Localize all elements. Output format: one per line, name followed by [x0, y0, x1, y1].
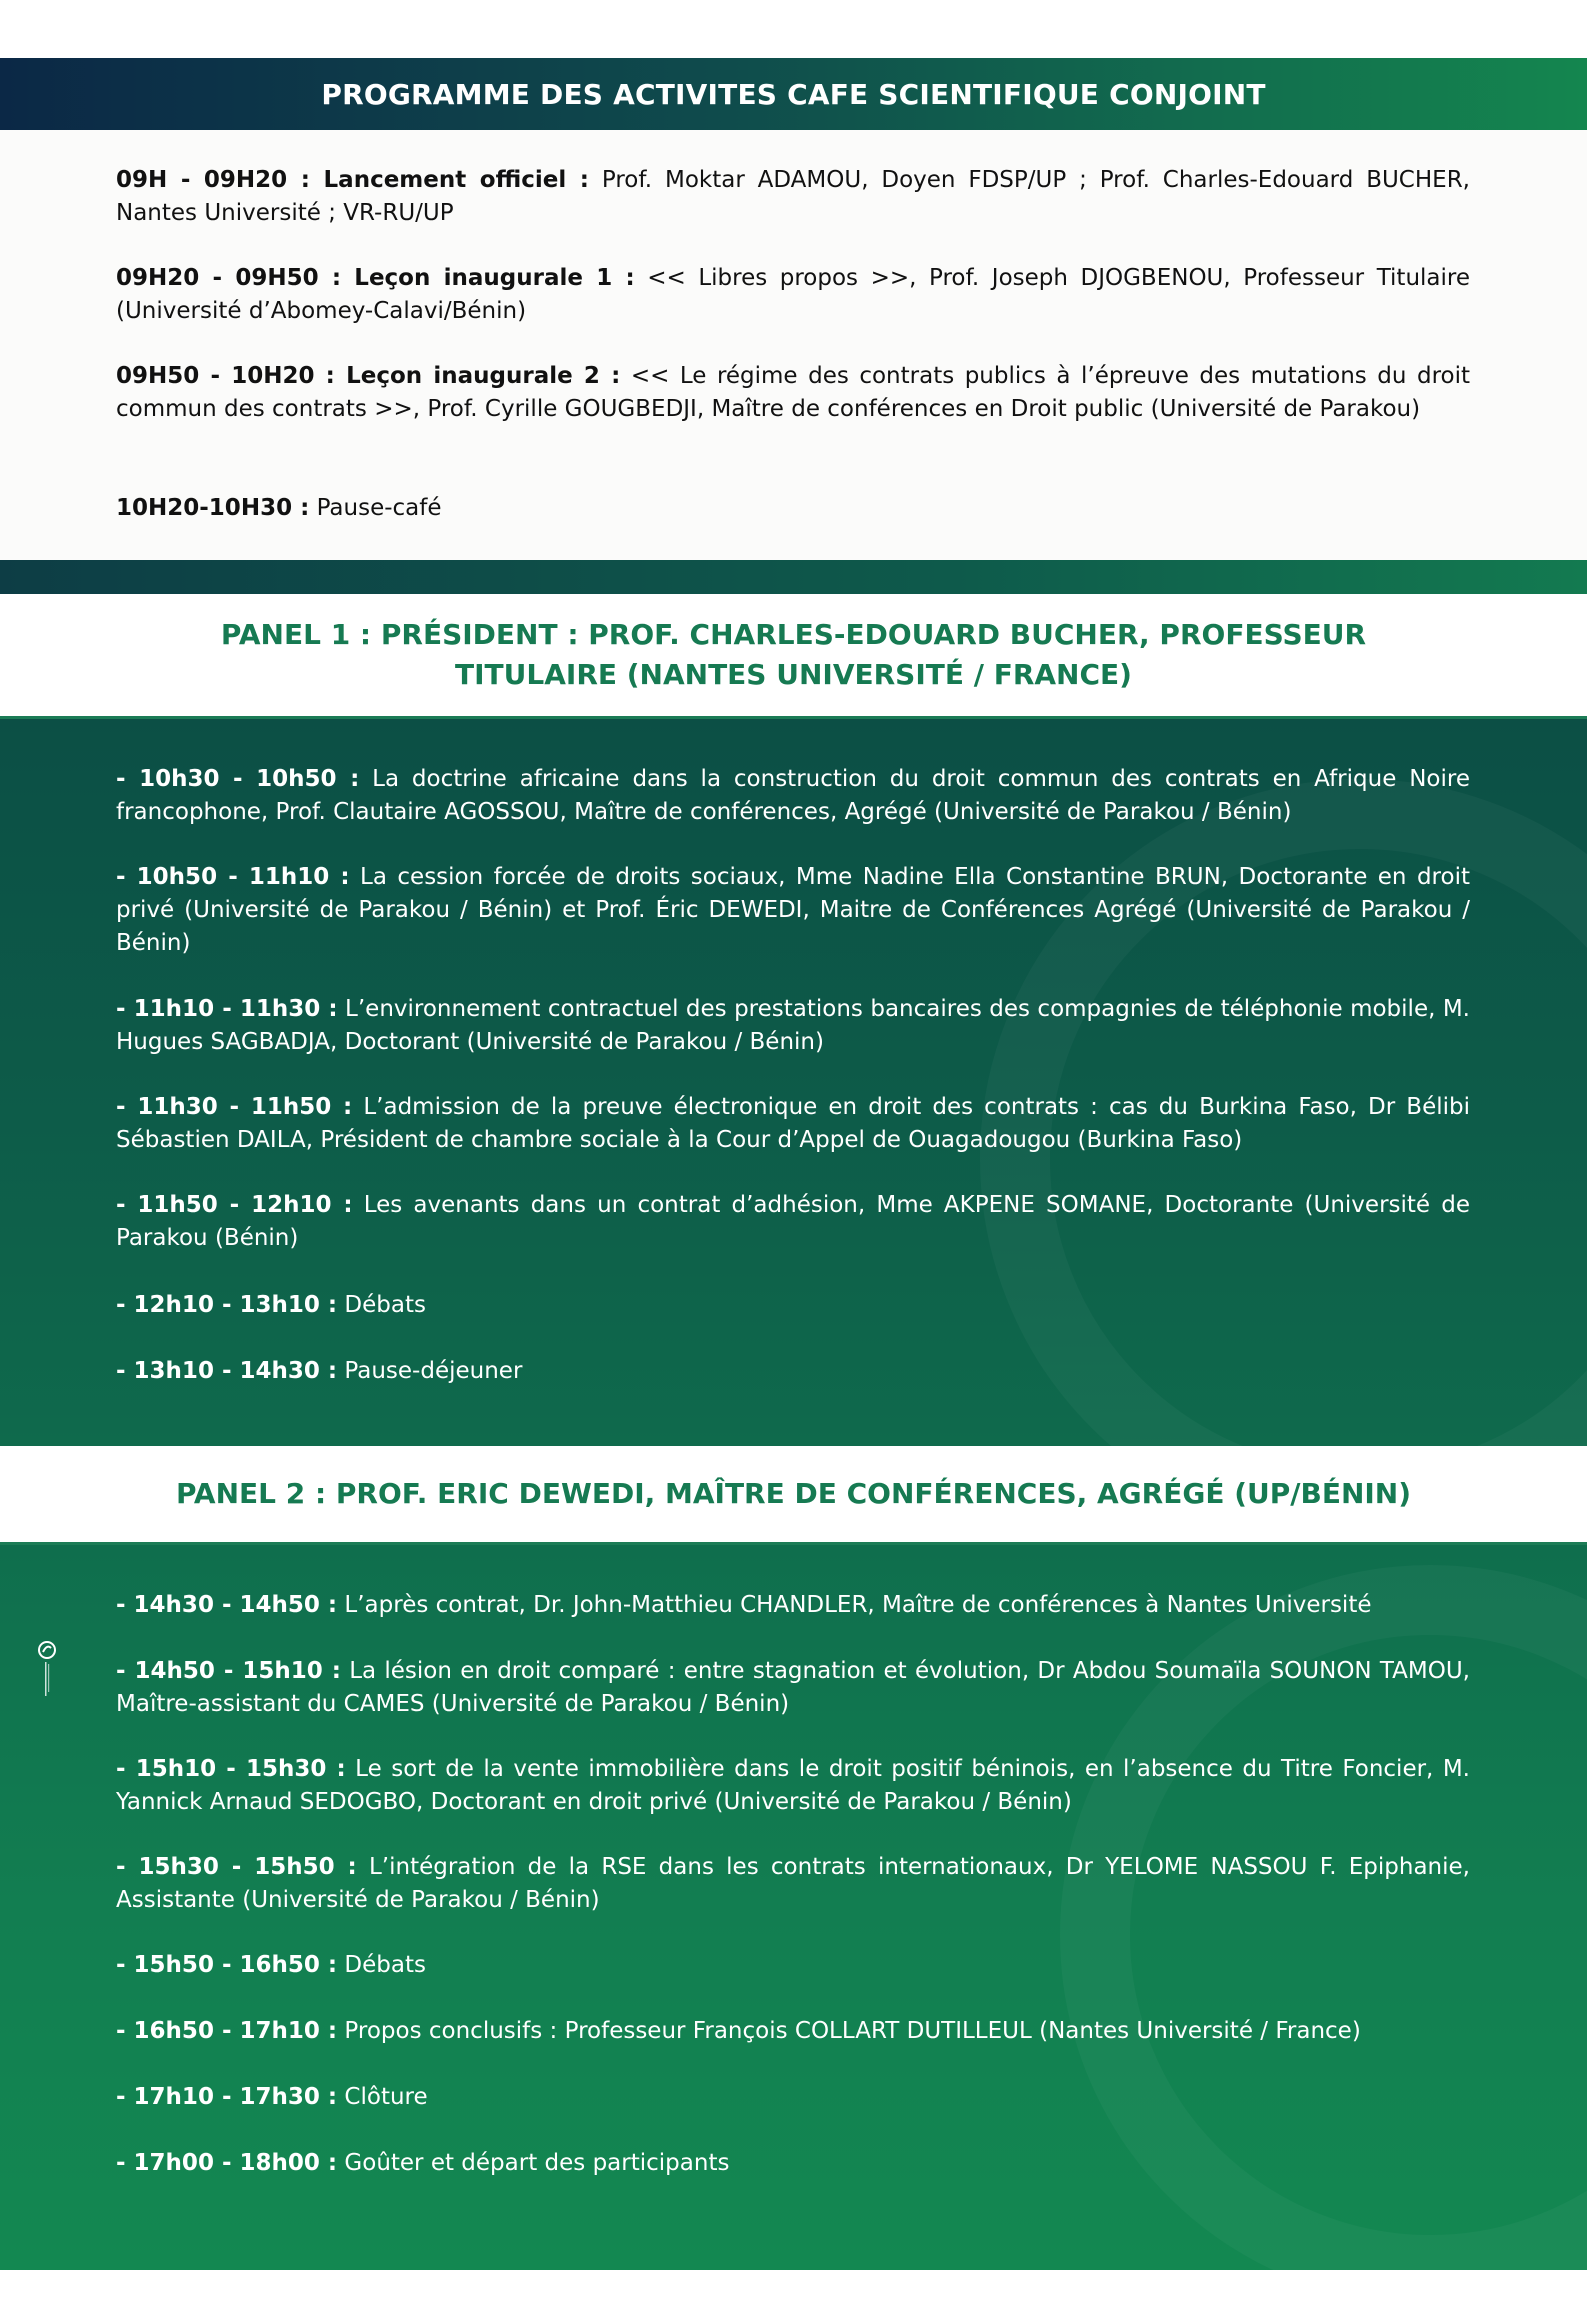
entry-time: - 10h30 - 10h50 :	[116, 766, 360, 792]
schedule-entry	[116, 492, 1470, 525]
entry-text: Débats	[337, 1292, 426, 1318]
schedule-entry	[116, 2147, 1470, 2180]
entry-text: Prof. Moktar ADAMOU, Doyen FDSP/UP ; Prof. Charles-Edouard BUCHER, Nantes Université ; VR-RU/UP	[116, 167, 1470, 226]
entry-time: - 15h30 - 15h50 :	[116, 1854, 357, 1880]
entry-time: 10H20-10H30 :	[116, 495, 310, 521]
schedule-entry	[116, 360, 1470, 426]
schedule-entry	[116, 1289, 1470, 1322]
entry-time: - 14h50 - 15h10 :	[116, 1658, 341, 1684]
entry-text: Le sort de la vente immobilière dans le droit positif béninois, en l’absence du Titre Foncier, M. Yannick Arnaud SEDOGBO, Doctorant en droit privé (Université de Parakou / Bénin)	[116, 1756, 1470, 1815]
entry-text: Pause-café	[309, 495, 442, 521]
entry-time: - 17h10 - 17h30 :	[116, 2084, 338, 2110]
panel-1-schedule	[0, 716, 1587, 1449]
side-logo-icon	[34, 1640, 60, 1700]
schedule-entry	[116, 861, 1470, 960]
entry-time: - 12h10 - 13h10 :	[116, 1292, 338, 1318]
entry-text: La doctrine africaine dans la construction du droit commun des contrats en Afrique Noire francophone, Prof. Clautaire AGOSSOU, Maître de conférences, Agrégé (Université de Parakou / Bénin)	[116, 766, 1470, 825]
entry-time: - 11h30 - 11h50 :	[116, 1094, 353, 1120]
schedule-entry	[116, 1589, 1470, 1622]
entry-time: 09H - 09H20 : Lancement officiel :	[116, 167, 590, 193]
panel-1-heading	[0, 594, 1587, 716]
entry-time: - 14h30 - 14h50 :	[116, 1592, 338, 1618]
entry-time: 09H50 - 10H20 : Leçon inaugurale 2 :	[116, 363, 621, 389]
panel-2-schedule	[0, 1542, 1587, 2270]
entry-text: La cession forcée de droits sociaux, Mme Nadine Ella Constantine BRUN, Doctorante en droit privé (Université de Parakou / Bénin) et Prof. Éric DEWEDI, Maitre de Conférences Agrégé (Université de Parakou / Bénin)	[116, 864, 1470, 956]
entry-time: 09H20 - 09H50 : Leçon inaugurale 1 :	[116, 265, 635, 291]
panel-1-title-line-2: TITULAIRE (NANTES UNIVERSITÉ / FRANCE)	[455, 658, 1132, 691]
entry-time: - 17h00 - 18h00 :	[116, 2150, 338, 2176]
schedule-entry	[116, 1189, 1470, 1255]
entry-text: Débats	[337, 1952, 426, 1978]
panel-1-title-line-1: PANEL 1 : PRÉSIDENT : PROF. CHARLES-EDOUARD BUCHER, PROFESSEUR	[220, 618, 1367, 651]
decorative-band	[0, 560, 1587, 594]
entry-text: L’environnement contractuel des prestations bancaires des compagnies de téléphonie mobile, M. Hugues SAGBADJA, Doctorant (Université de Parakou / Bénin)	[116, 996, 1470, 1055]
opening-section	[0, 130, 1587, 560]
entry-text: Pause-déjeuner	[337, 1358, 523, 1384]
entry-text: << Le régime des contrats publics à l’épreuve des mutations du droit commun des contrats >>, Prof. Cyrille GOUGBEDJI, Maître de conférences en Droit public (Université de Parakou)	[116, 363, 1471, 422]
schedule-entry	[116, 763, 1470, 829]
entry-time: - 11h10 - 11h30 :	[116, 996, 338, 1022]
schedule-entry	[116, 1091, 1470, 1157]
entry-time: - 16h50 - 17h10 :	[116, 2018, 338, 2044]
schedule-entry	[116, 1655, 1470, 1721]
entry-text: Clôture	[337, 2084, 428, 2110]
entry-text: L’intégration de la RSE dans les contrats internationaux, Dr YELOME NASSOU F. Epiphanie, Assistante (Université de Parakou / Bénin)	[116, 1854, 1470, 1913]
schedule-entry	[116, 1949, 1470, 1982]
entry-time: - 11h50 - 12h10 :	[116, 1192, 353, 1218]
schedule-entry	[116, 1851, 1470, 1917]
schedule-entry	[116, 2081, 1470, 2114]
entry-text: L’après contrat, Dr. John-Matthieu CHANDLER, Maître de conférences à Nantes Université	[337, 1592, 1372, 1618]
entry-text: << Libres propos >>, Prof. Joseph DJOGBENOU, Professeur Titulaire (Université d’Abomey-Calavi/Bénin)	[116, 265, 1471, 324]
schedule-entry	[116, 262, 1470, 328]
entry-time: - 15h50 - 16h50 :	[116, 1952, 338, 1978]
entry-time: - 10h50 - 11h10 :	[116, 864, 350, 890]
schedule-entry	[116, 993, 1470, 1059]
programme-title-banner	[0, 58, 1587, 130]
schedule-entry	[116, 164, 1470, 230]
programme-title: PROGRAMME DES ACTIVITES CAFE SCIENTIFIQUE CONJOINT	[321, 77, 1266, 111]
schedule-entry	[116, 2015, 1470, 2048]
panel-2-heading	[0, 1446, 1587, 1542]
entry-text: Propos conclusifs : Professeur François COLLART DUTILLEUL (Nantes Université / France)	[337, 2018, 1361, 2044]
schedule-entry	[116, 1355, 1470, 1388]
schedule-entry	[116, 1753, 1470, 1819]
entry-text: La lésion en droit comparé : entre stagnation et évolution, Dr Abdou Soumaïla SOUNON TAMOU, Maître-assistant du CAMES (Université de Parakou / Bénin)	[116, 1658, 1470, 1717]
panel-2-title: PANEL 2 : PROF. ERIC DEWEDI, MAÎTRE DE CONFÉRENCES, AGRÉGÉ (UP/BÉNIN)	[175, 1477, 1412, 1510]
entry-time: - 15h10 - 15h30 :	[116, 1756, 346, 1782]
entry-text: Goûter et départ des participants	[337, 2150, 730, 2176]
entry-text: L’admission de la preuve électronique en droit des contrats : cas du Burkina Faso, Dr Bélibi Sébastien DAILA, Président de chambre sociale à la Cour d’Appel de Ouagadougou (Burkina Faso)	[116, 1094, 1470, 1153]
entry-text: Les avenants dans un contrat d’adhésion, Mme AKPENE SOMANE, Doctorante (Université de Parakou (Bénin)	[116, 1192, 1470, 1251]
entry-time: - 13h10 - 14h30 :	[116, 1358, 338, 1384]
